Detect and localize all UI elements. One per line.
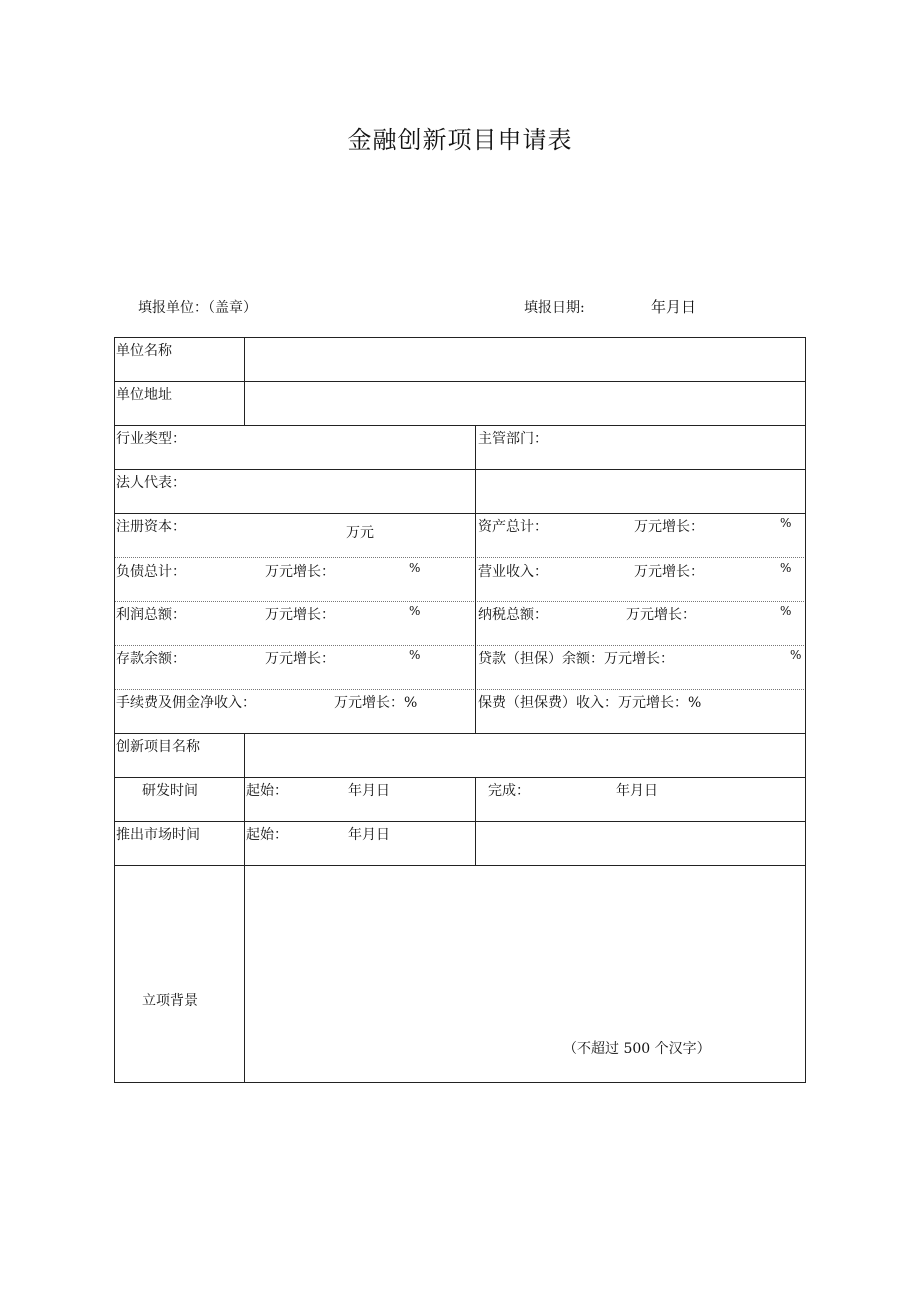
market-start-ymd: 年月日 — [348, 827, 390, 843]
row-divider — [114, 865, 806, 866]
rd-finish-label: 完成： — [488, 783, 530, 799]
project-name-label: 创新项目名称 — [116, 739, 200, 755]
rd-time-label: 研发时间 — [142, 783, 198, 799]
rd-finish-ymd: 年月日 — [616, 783, 658, 799]
loan-label: 贷款（担保）余额：万元增长： — [478, 651, 674, 667]
revenue-growth-label: 万元增长： — [634, 564, 704, 580]
unit-name-label: 单位名称 — [116, 343, 172, 359]
col-divider — [244, 337, 245, 425]
deposit-pct: % — [409, 648, 421, 662]
tax-pct: % — [780, 604, 792, 618]
liab-pct: % — [409, 561, 421, 575]
unit-address-field[interactable] — [246, 383, 804, 424]
row-divider — [114, 733, 806, 734]
table-border-top — [114, 337, 806, 338]
market-start-label: 起始： — [246, 827, 288, 843]
deposit-growth-label: 万元增长： — [265, 651, 335, 667]
background-label: 立项背景 — [142, 993, 198, 1009]
filing-date-ymd: 年月日 — [651, 298, 697, 316]
revenue-label: 营业收入： — [478, 564, 548, 580]
row-divider — [114, 821, 806, 822]
revenue-pct: % — [780, 561, 792, 575]
total-assets-label: 资产总计： — [478, 519, 548, 535]
assets-pct: % — [780, 516, 792, 530]
background-field[interactable] — [246, 867, 804, 1081]
col-divider — [475, 777, 476, 865]
row-divider-dotted — [114, 689, 806, 690]
fee-income-label: 手续费及佣金净收入： — [116, 695, 256, 711]
profit-label: 利润总额： — [116, 607, 186, 623]
row-divider-dotted — [114, 601, 806, 602]
table-border-right — [805, 337, 806, 1083]
fee-growth-label: 万元增长：% — [334, 695, 418, 711]
row-divider — [114, 513, 806, 514]
rd-start-label: 起始： — [246, 783, 288, 799]
supervisor-label: 主管部门： — [478, 431, 548, 447]
tax-label: 纳税总额： — [478, 607, 548, 623]
row-divider-dotted — [114, 557, 806, 558]
tax-growth-label: 万元增长： — [626, 607, 696, 623]
col-divider — [475, 425, 476, 733]
row-divider — [114, 425, 806, 426]
unit-name-field[interactable] — [246, 339, 804, 380]
form-title: 金融创新项目申请表 — [347, 126, 573, 154]
deposit-label: 存款余额： — [116, 651, 186, 667]
total-liab-label: 负债总计： — [116, 564, 186, 580]
legal-rep-label: 法人代表： — [116, 475, 186, 491]
loan-pct: % — [790, 648, 802, 662]
word-limit-note: （不超过 500 个汉字） — [563, 1041, 711, 1057]
liab-growth-label: 万元增长： — [265, 564, 335, 580]
table-border-bottom — [114, 1082, 806, 1083]
industry-type-label: 行业类型： — [116, 431, 186, 447]
reg-capital-label: 注册资本： — [116, 519, 186, 535]
premium-label: 保费（担保费）收入：万元增长：% — [478, 695, 702, 711]
col-divider — [244, 733, 245, 1082]
row-divider-dotted — [114, 645, 806, 646]
assets-growth-label: 万元增长： — [634, 519, 704, 535]
profit-pct: % — [409, 604, 421, 618]
reg-capital-unit: 万元 — [346, 525, 374, 541]
unit-address-label: 单位地址 — [116, 387, 172, 403]
market-time-label: 推出市场时间 — [116, 827, 200, 843]
rd-start-ymd: 年月日 — [348, 783, 390, 799]
profit-growth-label: 万元增长： — [265, 607, 335, 623]
row-divider — [114, 381, 806, 382]
row-divider — [114, 469, 806, 470]
project-name-field[interactable] — [246, 735, 804, 776]
filing-unit-label: 填报单位：（盖章） — [138, 300, 257, 316]
table-border-left — [114, 337, 115, 1083]
row-divider — [114, 777, 806, 778]
filing-date-label: 填报日期: — [524, 300, 585, 316]
